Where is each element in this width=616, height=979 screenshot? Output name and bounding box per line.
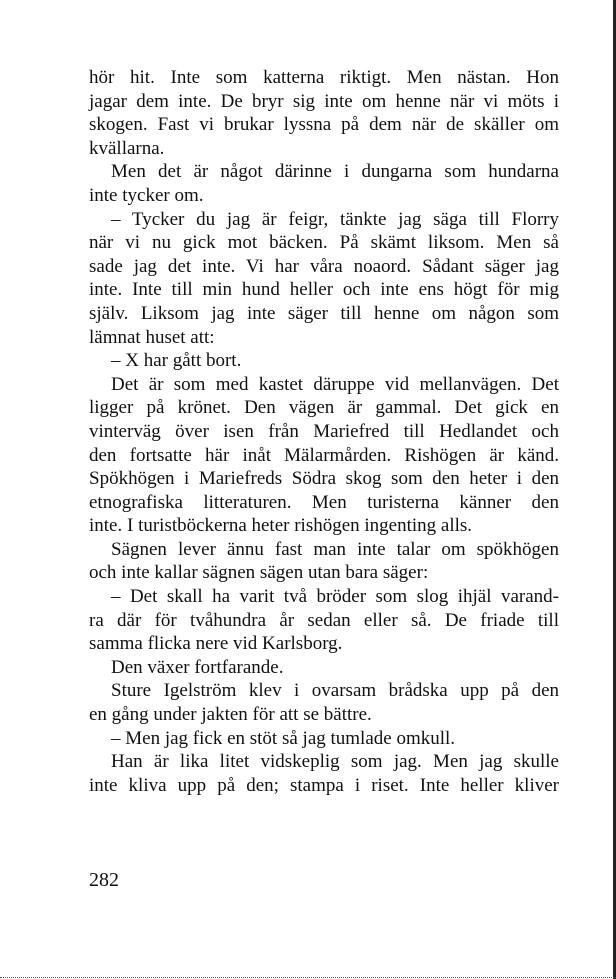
text-line: – Men jag fick en stöt så jag tumlade omkull. <box>111 727 456 749</box>
text-line: när vi nu gick mot bäcken. På skämt liksom. Men så <box>89 232 559 254</box>
text-line: samma flicka nere vid Karlsborg. <box>89 633 343 655</box>
text-line: kvällarna. <box>89 137 165 159</box>
text-line: – Det skall ha varit två bröder som slog ihjäl varand- <box>111 586 559 608</box>
text-line: lämnat huset att: <box>89 326 215 348</box>
text-line: sade jag det inte. Vi har våra noaord. Sådant säger jag <box>89 255 559 277</box>
text-line: själv. Liksom jag inte säger till henne om någon som <box>89 302 559 324</box>
text-line: Spökhögen i Mariefreds Södra skog som den heter i den <box>89 468 559 490</box>
text-line: Det är som med kastet däruppe vid mellanvägen. Det <box>111 373 559 395</box>
text-line: Han är lika litet vidskeplig som jag. Men jag skulle <box>111 751 559 773</box>
text-line: hör hit. Inte som katterna riktigt. Men nästan. Hon <box>89 67 559 88</box>
text-line: Men det är något därinne i dungarna som hundarna <box>111 161 559 183</box>
text-line: Sture Igelström klev i ovarsam brådska upp på den <box>111 680 559 702</box>
text-line: jagar dem inte. De bryr sig inte om henne när vi möts i <box>89 90 559 112</box>
text-line: inte. Inte till min hund heller och inte ens högt för mig <box>89 279 559 301</box>
text-line: ra där för tvåhundra år sedan eller så. De friade till <box>89 609 559 631</box>
page-number: 282 <box>89 869 119 891</box>
text-line: skogen. Fast vi brukar lyssna på dem när de skäller om <box>89 114 559 136</box>
text-line: Sägnen lever ännu fast man inte talar om spökhögen <box>111 538 559 560</box>
text-line: – Tycker du jag är feigr, tänkte jag säga till Florry <box>111 208 559 230</box>
page-bottom-edge <box>0 976 616 978</box>
text-line: inte kliva upp på den; stampa i riset. Inte heller kliver <box>89 774 559 796</box>
text-line: – X har gått bort. <box>111 350 242 372</box>
text-line: inte. I turistböckerna heter rishögen ingenting alls. <box>89 515 473 537</box>
text-line: och inte kallar sägnen sägen utan bara säger: <box>89 562 429 584</box>
text-line: Den växer fortfarande. <box>111 656 284 678</box>
text-line: den fortsatte här inåt Mälarmården. Rishögen är känd. <box>89 444 559 466</box>
text-line: en gång under jakten för att se bättre. <box>89 704 372 726</box>
text-line: ligger på krönet. Den vägen är gammal. Det gick en <box>89 397 559 419</box>
text-line: etnografiska litteraturen. Men turisterna känner den <box>89 491 559 513</box>
text-line: vinterväg över isen från Mariefred till Hedlandet och <box>89 420 559 442</box>
body-text <box>89 66 559 797</box>
text-line: inte tycker om. <box>89 184 204 206</box>
